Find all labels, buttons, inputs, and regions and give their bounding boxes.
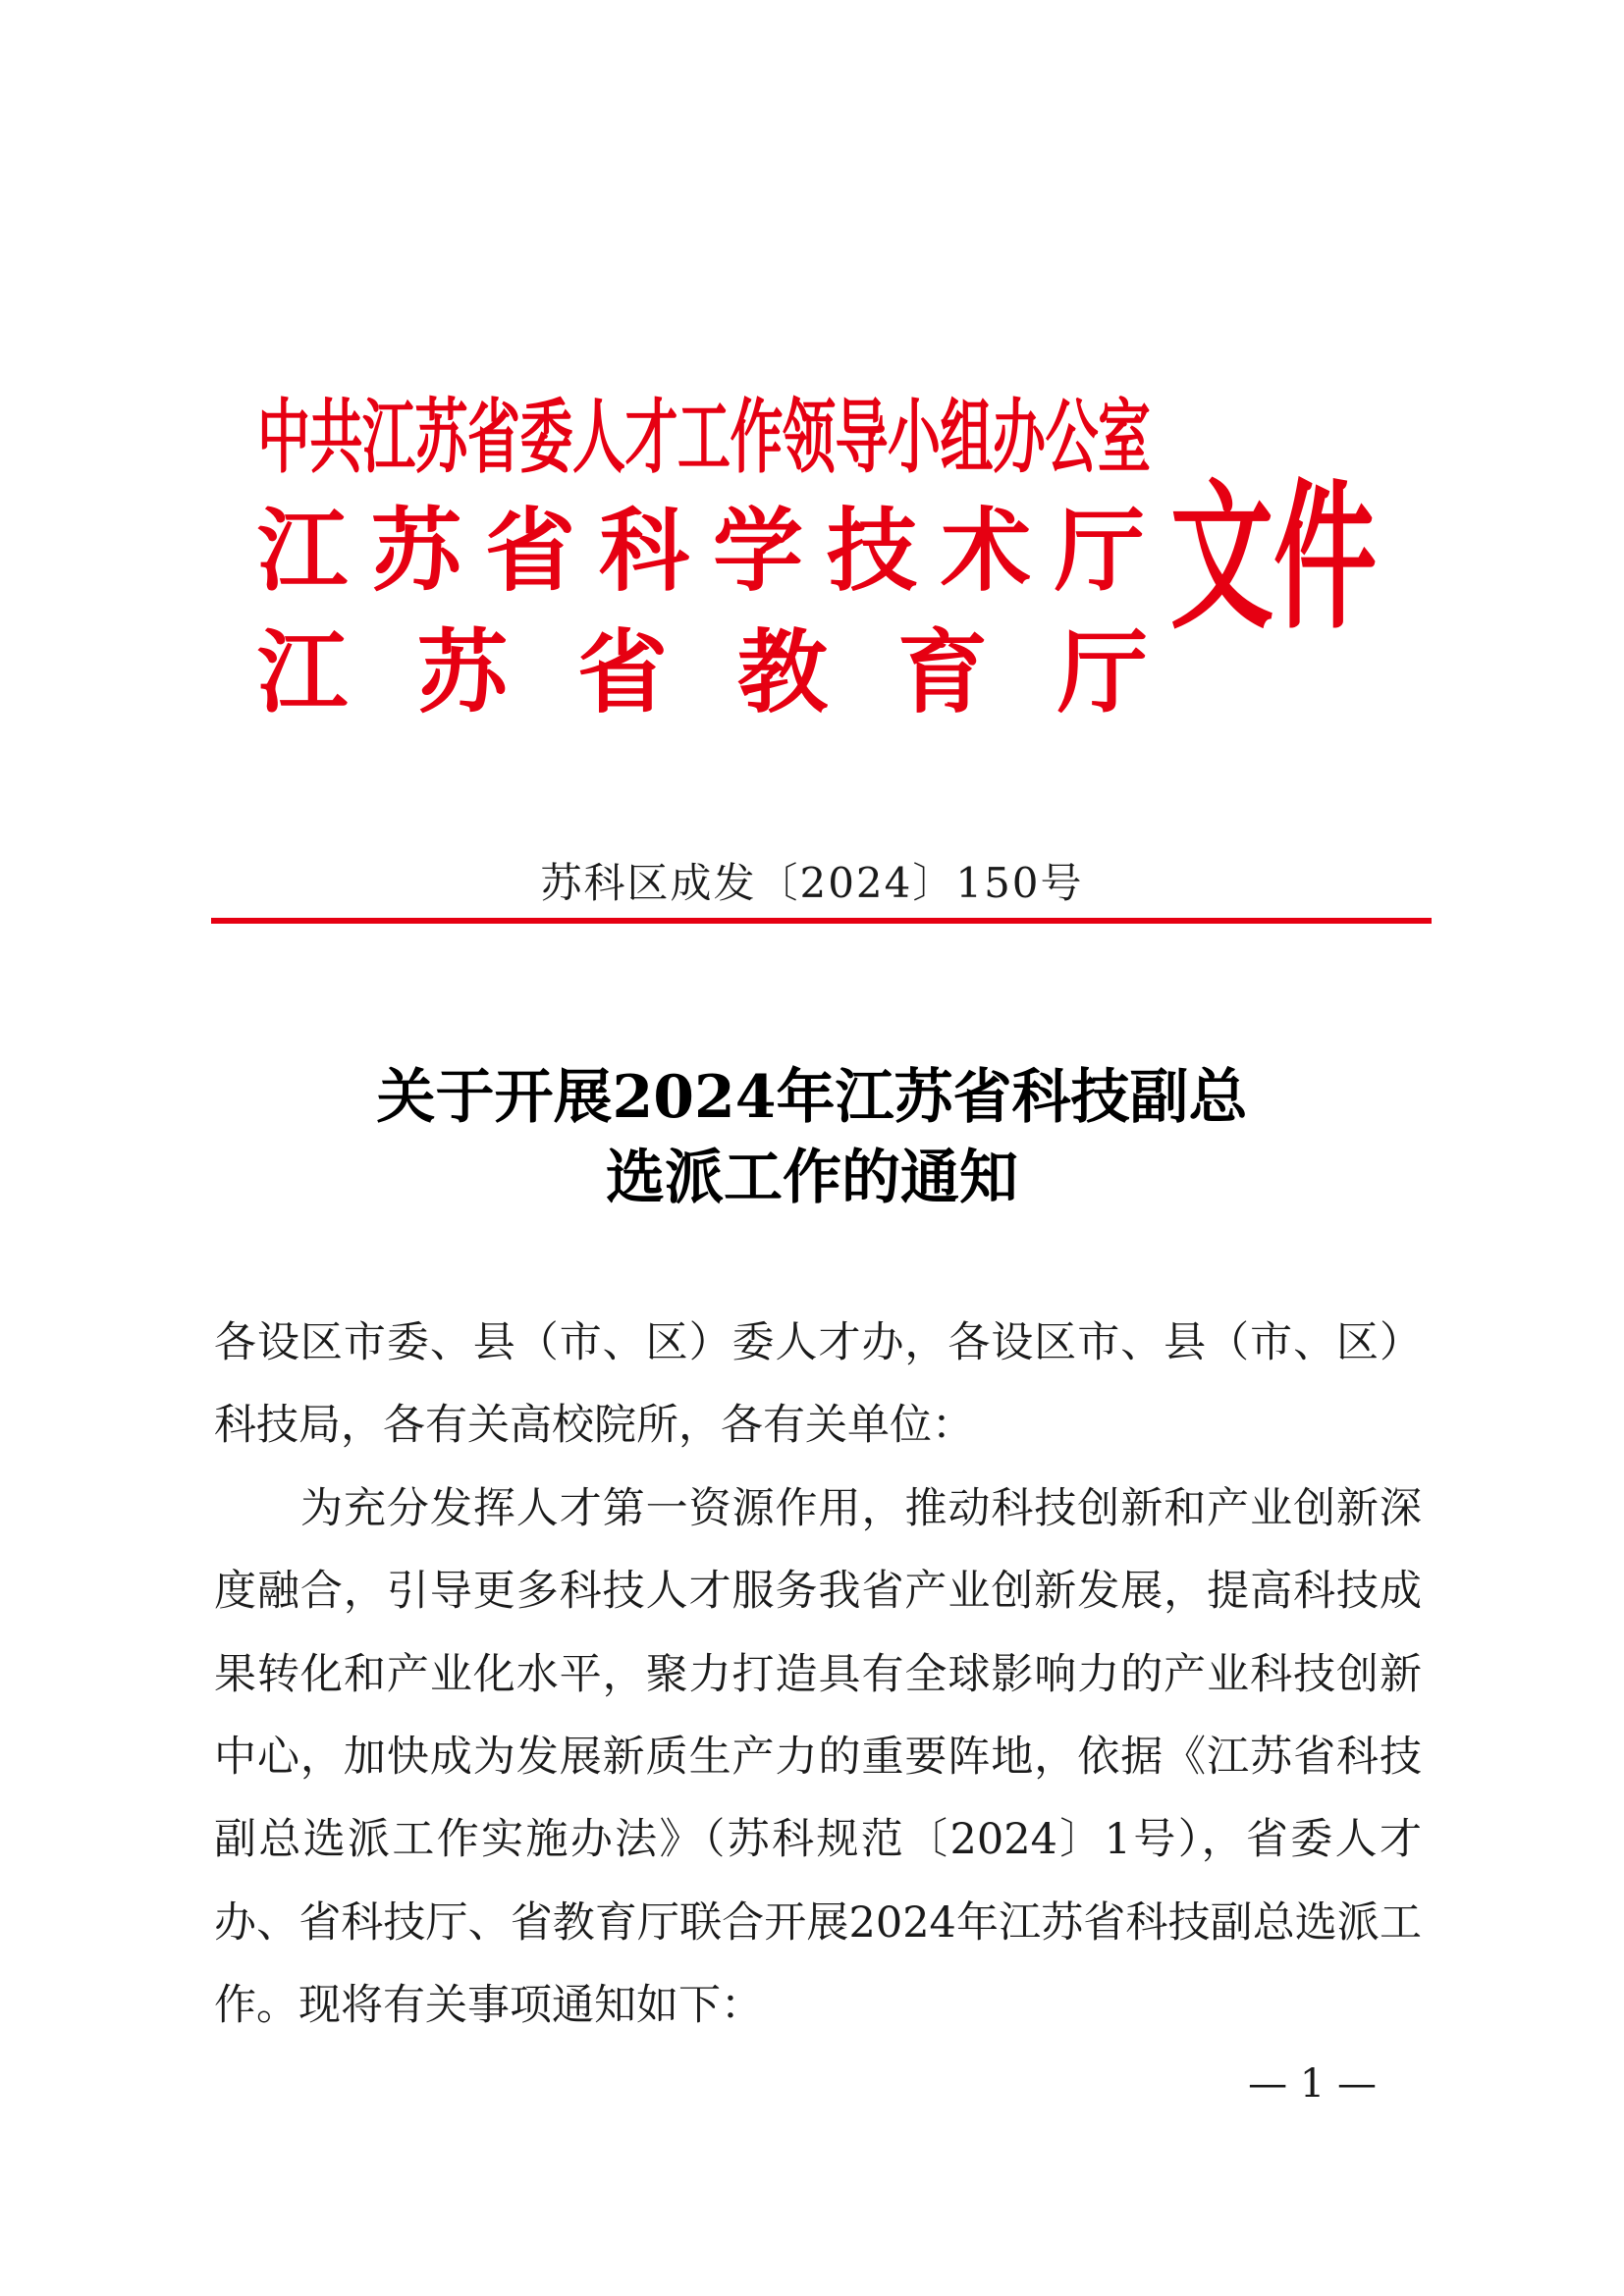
red-separator-rule [211, 918, 1432, 924]
document-body [214, 1302, 1422, 2048]
paragraph-line: 作。现将有关事项通知如下： [214, 1981, 763, 2031]
document-title-line-2: 选派工作的通知 [606, 1144, 1018, 1212]
document-number: 苏科区成发〔2024〕150号 [540, 859, 1084, 907]
paragraph-line: 中心，加快成为发展新质生产力的重要阵地，依据《江苏省科技 [214, 1732, 1422, 1782]
paragraph-line: 办、省科技厅、省教育厅联合开展2024年江苏省科技副总选派工 [214, 1897, 1422, 1948]
paragraph-line: 副总选派工作实施办法》（苏科规范〔2024〕1号），省委人才 [214, 1815, 1422, 1865]
document-type-label: 文件 [1170, 465, 1378, 652]
issuer-line-party-office: 中共江苏省委人才工作领导小组办公室 [257, 390, 1151, 485]
paragraph-line: 度融合，引导更多科技人才服务我省产业创新发展，提高科技成 [214, 1567, 1422, 1617]
issuer-line-education-department: 江苏省教育厅 [257, 620, 1218, 725]
issuer-line-science-department: 江苏省科学技术厅 [257, 499, 1169, 604]
paragraph-line: 果转化和产业化水平，聚力打造具有全球影响力的产业科技创新 [214, 1649, 1422, 1699]
page-number: — 1 — [1248, 2061, 1377, 2107]
salutation-line: 各设区市委、县（市、区）委人才办，各设区市、县（市、区） [214, 1318, 1422, 1367]
paragraph-line: 为充分发挥人才第一资源作用，推动科技创新和产业创新深 [300, 1483, 1422, 1533]
salutation-line: 科技局，各有关高校院所，各有关单位： [214, 1401, 974, 1451]
document-title-line-1: 关于开展2024年江苏省科技副总 [376, 1063, 1248, 1132]
